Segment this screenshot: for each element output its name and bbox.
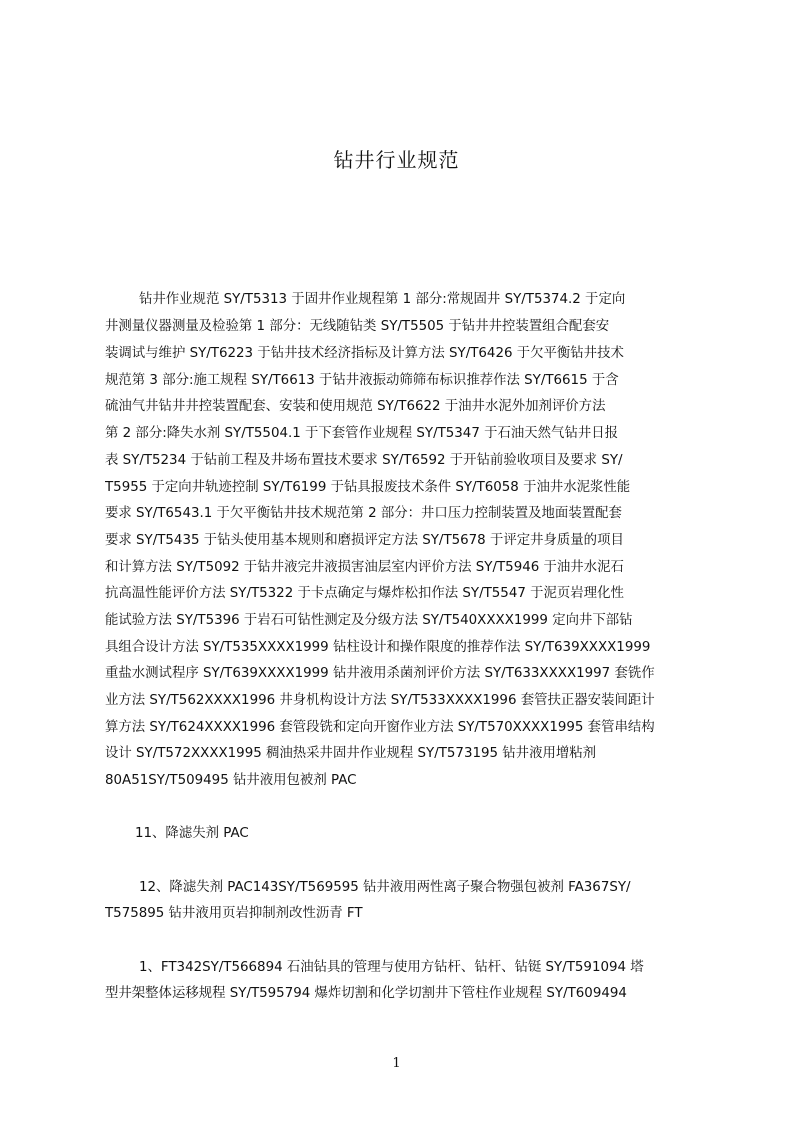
paragraph-1-line: 井测量仪器测量及检验第 1 部分：无线随钻类 SY/T5505 于钻井井控装置组合配套安 — [105, 319, 610, 334]
paragraph-1-line: 第 2 部分:降失水剂 SY/T5504.1 于下套管作业规程 SY/T5347 于石油天然气钻井日报 — [105, 426, 619, 441]
paragraph-1-line: 具组合设计方法 SY/T535XXXX1999 钻柱设计和操作限度的推荐作法 SY/T639XXXX1999 — [105, 640, 651, 655]
paragraph-4-line: 1、FT342SY/T566894 石油钻具的管理与使用方钻杆、钻杆、钻铤 SY/T591094 塔 — [139, 960, 644, 975]
paragraph-1-line: 抗高温性能评价方法 SY/T5322 于卡点确定与爆炸松扣作法 SY/T5547 于泥页岩理化性 — [105, 586, 624, 601]
paragraph-1-line: 能试验方法 SY/T5396 于岩石可钻性测定及分级方法 SY/T540XXXX1999 定向井下部钻 — [105, 613, 633, 628]
paragraph-1-line: 和计算方法 SY/T5092 于钻井液完井液损害油层室内评价方法 SY/T5946 于油井水泥石 — [105, 560, 624, 575]
paragraph-1-line: 装调试与维护 SY/T6223 于钻井技术经济指标及计算方法 SY/T6426 于欠平衡钻井技术 — [105, 346, 624, 361]
paragraph-3-line: 12、降滤失剂 PAC143SY/T569595 钻井液用两性离子聚合物强包被剂 FA367SY/ — [139, 880, 631, 895]
paragraph-1-line: 业方法 SY/T562XXXX1996 井身机构设计方法 SY/T533XXXX1996 套管扶正器安装间距计 — [105, 693, 655, 708]
paragraph-3-line: T575895 钻井液用页岩抑制剂改性沥青 FT — [105, 906, 363, 921]
paragraph-1-line: 算方法 SY/T624XXXX1996 套管段铣和定向开窗作业方法 SY/T570XXXX1995 套管串结构 — [105, 720, 655, 735]
paragraph-1-line: 80A51SY/T509495 钻井液用包被剂 PAC — [105, 773, 357, 788]
document-title: 钻井行业规范 — [333, 148, 460, 172]
paragraph-1-line: 要求 SY/T5435 于钻头使用基本规则和磨损评定方法 SY/T5678 于评定井身质量的项目 — [105, 533, 624, 548]
paragraph-2-line: 11、降滤失剂 PAC — [135, 826, 249, 841]
paragraph-1-line: 规范第 3 部分:施工规程 SY/T6613 于钻井液振动筛筛布标识推荐作法 SY/T6615 于含 — [105, 373, 619, 388]
paragraph-1-line: 重盐水测试程序 SY/T639XXXX1999 钻井液用杀菌剂评价方法 SY/T633XXXX1997 套铣作 — [105, 666, 655, 681]
page-number: 1 — [392, 1056, 401, 1071]
paragraph-1-line: 硫油气井钻井井控装置配套、安装和使用规范 SY/T6622 于油井水泥外加剂评价方法 — [105, 399, 606, 414]
paragraph-1-line: 设计 SY/T572XXXX1995 稠油热采井固井作业规程 SY/T573195 钻井液用增粘剂 — [105, 746, 597, 761]
paragraph-1-line: T5955 于定向井轨迹控制 SY/T6199 于钻具报废技术条件 SY/T6058 于油井水泥浆性能 — [105, 480, 631, 495]
paragraph-1-line: 钻井作业规范 SY/T5313 于固井作业规程第 1 部分:常规固井 SY/T5374.2 于定向 — [139, 292, 626, 307]
paragraph-1-line: 要求 SY/T6543.1 于欠平衡钻井技术规范第 2 部分：井口压力控制装置及地面装置配套 — [105, 506, 622, 521]
paragraph-1-line: 表 SY/T5234 于钻前工程及井场布置技术要求 SY/T6592 于开钻前验收项目及要求 SY/ — [105, 453, 623, 468]
paragraph-4-line: 型井架整体运移规程 SY/T595794 爆炸切割和化学切割井下管柱作业规程 SY/T609494 — [105, 986, 627, 1001]
